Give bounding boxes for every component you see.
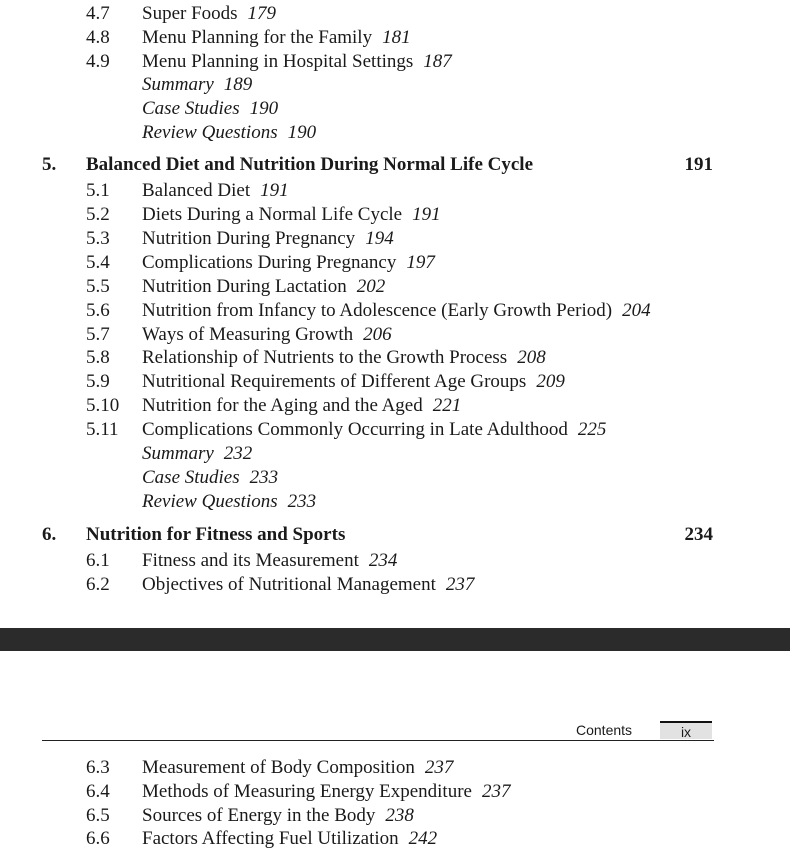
entry-number: 5.4 bbox=[86, 252, 110, 273]
entry-title-wrap bbox=[142, 203, 441, 227]
toc-misc-entry bbox=[0, 73, 790, 97]
entry-title: Nutritional Requirements of Different Age Groups bbox=[142, 371, 527, 392]
entry-number: 6.6 bbox=[86, 828, 110, 849]
misc-page: 232 bbox=[223, 443, 253, 464]
entry-number: 5.2 bbox=[86, 204, 110, 225]
entry-title-wrap bbox=[142, 418, 606, 442]
misc-page: 190 bbox=[249, 98, 279, 119]
entry-title-wrap bbox=[142, 50, 452, 74]
toc-misc-entry bbox=[0, 121, 790, 145]
misc-page: 233 bbox=[249, 467, 279, 488]
toc-entry bbox=[0, 804, 790, 828]
toc-misc-entry bbox=[0, 442, 790, 466]
misc-title-wrap bbox=[142, 73, 252, 97]
entry-number: 4.9 bbox=[86, 51, 110, 72]
entry-title-wrap bbox=[142, 299, 651, 323]
entry-title-wrap bbox=[142, 2, 276, 26]
entry-number: 5.11 bbox=[86, 419, 119, 440]
entry-page: 238 bbox=[385, 805, 414, 826]
toc-misc-entry bbox=[0, 490, 790, 514]
entry-number: 6.2 bbox=[86, 574, 110, 595]
toc-entry bbox=[0, 756, 790, 780]
entry-number: 6.3 bbox=[86, 757, 110, 778]
entry-page: 181 bbox=[382, 27, 411, 48]
toc-entry bbox=[0, 227, 790, 251]
toc-entry bbox=[0, 2, 790, 26]
toc-entry bbox=[0, 251, 790, 275]
entry-title: Complications Commonly Occurring in Late Adulthood bbox=[142, 419, 568, 440]
toc-entry bbox=[0, 179, 790, 203]
entry-title-wrap bbox=[142, 323, 392, 347]
chapter-page: 234 bbox=[684, 524, 713, 545]
entry-title: Measurement of Body Composition bbox=[142, 757, 415, 778]
toc-page-bottom bbox=[0, 651, 790, 849]
entry-number: 4.7 bbox=[86, 3, 110, 24]
entry-number: 6.1 bbox=[86, 550, 110, 571]
entry-title: Nutrition During Pregnancy bbox=[142, 228, 356, 249]
misc-title-wrap bbox=[142, 121, 316, 145]
entry-title: Nutrition During Lactation bbox=[142, 276, 347, 297]
misc-title-wrap bbox=[142, 466, 278, 490]
entry-page: 221 bbox=[432, 395, 462, 416]
chapter-number: 6. bbox=[42, 524, 57, 545]
entry-number: 5.6 bbox=[86, 300, 110, 321]
entry-page: 191 bbox=[412, 204, 441, 225]
chapter-number: 5. bbox=[42, 154, 57, 175]
toc-entry bbox=[0, 418, 790, 442]
entry-page: 209 bbox=[536, 371, 565, 392]
toc-entry bbox=[0, 394, 790, 418]
entry-page: 194 bbox=[365, 228, 394, 249]
running-header-label: Contents bbox=[576, 722, 633, 738]
entry-number: 5.3 bbox=[86, 228, 110, 249]
entry-number: 5.7 bbox=[86, 324, 110, 345]
misc-title: Case Studies bbox=[142, 467, 240, 488]
entry-title-wrap bbox=[142, 780, 510, 804]
entry-number: 5.10 bbox=[86, 395, 120, 416]
entry-page: 206 bbox=[363, 324, 392, 345]
misc-title: Summary bbox=[142, 74, 214, 95]
entry-title-wrap bbox=[142, 573, 474, 597]
chapter-heading bbox=[0, 153, 790, 177]
chapter-heading bbox=[0, 523, 790, 547]
entry-title: Menu Planning in Hospital Settings bbox=[142, 51, 414, 72]
entry-title: Relationship of Nutrients to the Growth Process bbox=[142, 347, 508, 368]
entry-number: 4.8 bbox=[86, 27, 110, 48]
entry-page: 237 bbox=[445, 574, 475, 595]
misc-page: 189 bbox=[223, 74, 253, 95]
entry-number: 6.5 bbox=[86, 805, 110, 826]
toc-entry bbox=[0, 203, 790, 227]
toc-entry bbox=[0, 549, 790, 573]
entry-title-wrap bbox=[142, 179, 289, 203]
misc-title-wrap bbox=[142, 97, 278, 121]
entry-number: 5.5 bbox=[86, 276, 110, 297]
entry-page: 208 bbox=[517, 347, 546, 368]
toc-entry bbox=[0, 827, 790, 851]
entry-title: Objectives of Nutritional Management bbox=[142, 574, 436, 595]
entry-title: Factors Affecting Fuel Utilization bbox=[142, 828, 399, 849]
toc-misc-entry bbox=[0, 97, 790, 121]
entry-page: 179 bbox=[247, 3, 277, 24]
chapter-title: Nutrition for Fitness and Sports bbox=[86, 524, 346, 545]
misc-page: 233 bbox=[287, 491, 317, 512]
entry-page: 202 bbox=[356, 276, 386, 297]
misc-page: 190 bbox=[287, 122, 317, 143]
toc-entry bbox=[0, 346, 790, 370]
entry-title: Complications During Pregnancy bbox=[142, 252, 397, 273]
entry-page: 234 bbox=[368, 550, 398, 571]
entry-title: Diets During a Normal Life Cycle bbox=[142, 204, 403, 225]
entry-number: 5.9 bbox=[86, 371, 110, 392]
chapter-title: Balanced Diet and Nutrition During Normal Life Cycle bbox=[86, 154, 534, 175]
chapter-page: 191 bbox=[684, 154, 713, 175]
entry-page: 187 bbox=[423, 51, 452, 72]
entry-title-wrap bbox=[142, 275, 385, 299]
entry-number: 5.8 bbox=[86, 347, 110, 368]
entry-title: Ways of Measuring Growth bbox=[142, 324, 354, 345]
entry-page: 225 bbox=[577, 419, 607, 440]
entry-title-wrap bbox=[142, 227, 394, 251]
entry-page: 237 bbox=[481, 781, 511, 802]
entry-title: Nutrition for the Aging and the Aged bbox=[142, 395, 423, 416]
entry-title: Menu Planning for the Family bbox=[142, 27, 373, 48]
entry-page: 197 bbox=[406, 252, 435, 273]
toc-entry bbox=[0, 26, 790, 50]
entry-title-wrap bbox=[142, 346, 546, 370]
entry-title-wrap bbox=[142, 370, 565, 394]
misc-title: Review Questions bbox=[142, 491, 278, 512]
entry-title-wrap bbox=[142, 26, 411, 50]
toc-entry bbox=[0, 50, 790, 74]
entry-title-wrap bbox=[142, 827, 437, 851]
entry-title-wrap bbox=[142, 756, 453, 780]
misc-title-wrap bbox=[142, 490, 316, 514]
entry-number: 5.1 bbox=[86, 180, 110, 201]
toc-entry bbox=[0, 573, 790, 597]
entry-title-wrap bbox=[142, 804, 414, 828]
misc-title: Review Questions bbox=[142, 122, 278, 143]
entry-title-wrap bbox=[142, 549, 397, 573]
toc-misc-entry bbox=[0, 466, 790, 490]
toc-entry bbox=[0, 299, 790, 323]
entry-title: Super Foods bbox=[142, 3, 238, 24]
entry-number: 6.4 bbox=[86, 781, 110, 802]
entry-title: Sources of Energy in the Body bbox=[142, 805, 376, 826]
entry-page: 242 bbox=[408, 828, 438, 849]
entry-title: Balanced Diet bbox=[142, 180, 251, 201]
toc-entry bbox=[0, 275, 790, 299]
entry-title-wrap bbox=[142, 251, 435, 275]
toc-entry bbox=[0, 780, 790, 804]
misc-title: Summary bbox=[142, 443, 214, 464]
misc-title-wrap bbox=[142, 442, 252, 466]
entry-title-wrap bbox=[142, 394, 461, 418]
toc-entry bbox=[0, 370, 790, 394]
entry-page: 191 bbox=[260, 180, 289, 201]
header-rule bbox=[42, 740, 714, 741]
entry-title: Methods of Measuring Energy Expenditure bbox=[142, 781, 472, 802]
entry-title: Fitness and its Measurement bbox=[142, 550, 359, 571]
running-header-page-number: ix bbox=[660, 721, 712, 739]
entry-title: Nutrition from Infancy to Adolescence (Early Growth Period) bbox=[142, 300, 613, 321]
page-separator-bar bbox=[0, 628, 790, 651]
entry-page: 204 bbox=[622, 300, 651, 321]
entry-page: 237 bbox=[424, 757, 454, 778]
toc-entry bbox=[0, 323, 790, 347]
misc-title: Case Studies bbox=[142, 98, 240, 119]
